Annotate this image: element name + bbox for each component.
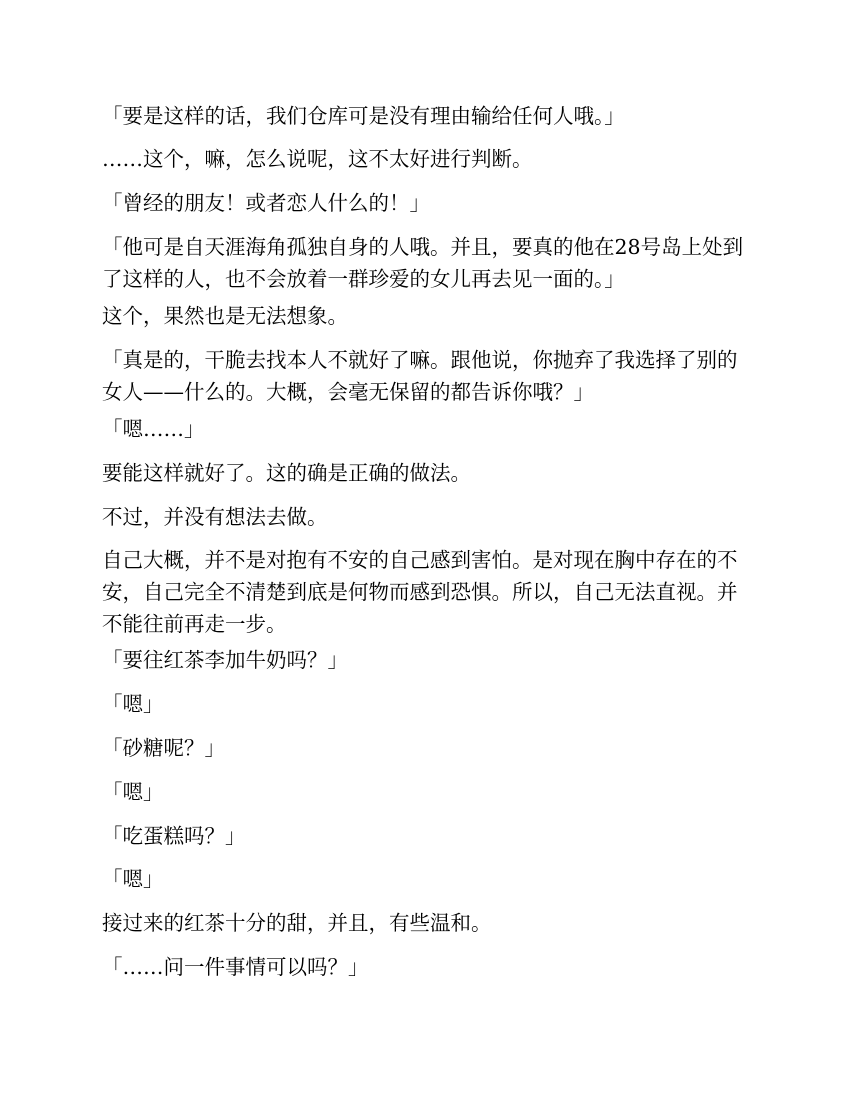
text-line: 「要是这样的话，我们仓库可是没有理由输给任何人哦。」	[102, 104, 625, 128]
text-line: 「曾经的朋友！或者恋人什么的！」	[102, 191, 430, 215]
paragraph-10	[102, 544, 752, 640]
text-line: 自己大概，并不是对抱有不安的自己感到害怕。是对现在胸中存在的不	[102, 548, 738, 572]
paragraph-8	[102, 457, 752, 489]
text-line: 「他可是自天涯海角孤独自身的人哦。并且，要真的他在28号岛上处到	[102, 235, 744, 259]
text-line: 「砂糖呢？」	[102, 736, 225, 760]
text-line: 了这样的人，也不会放着一群珍爱的女儿再去见一面的。」	[102, 267, 625, 291]
text-line: 「嗯」	[102, 692, 164, 716]
paragraph-17	[102, 907, 752, 939]
text-line: 接过来的红茶十分的甜，并且，有些温和。	[102, 911, 492, 935]
text-line: 「真是的，干脆去找本人不就好了嘛。跟他说，你抛弃了我选择了别的	[102, 348, 738, 372]
text-line: 安，自己完全不清楚到底是何物而感到恐惧。所以，自己无法直视。并	[102, 580, 738, 604]
paragraph-11	[102, 644, 752, 676]
paragraph-1	[102, 100, 752, 132]
paragraph-5	[102, 300, 752, 332]
paragraph-15	[102, 820, 752, 852]
paragraph-9	[102, 501, 752, 533]
text-line: 「吃蛋糕吗？」	[102, 824, 246, 848]
paragraph-7	[102, 413, 752, 445]
text-line: ……这个，嘛，怎么说呢，这不太好进行判断。	[102, 147, 533, 171]
paragraph-18	[102, 951, 752, 983]
text-line: 要能这样就好了。这的确是正确的做法。	[102, 461, 471, 485]
paragraph-3	[102, 187, 752, 219]
text-line: 「……问一件事情可以吗？」	[102, 955, 369, 979]
text-line: 不过，并没有想法去做。	[102, 505, 328, 529]
text-line: 不能往前再走一步。	[102, 612, 287, 636]
text-line: 「嗯……」	[102, 417, 205, 441]
paragraph-16	[102, 863, 752, 895]
paragraph-12	[102, 688, 752, 720]
text-line: 「要往红茶李加牛奶吗？」	[102, 648, 348, 672]
paragraph-6	[102, 344, 752, 408]
text-line: 「嗯」	[102, 780, 164, 804]
text-line: 「嗯」	[102, 867, 164, 891]
text-line: 这个，果然也是无法想象。	[102, 304, 348, 328]
paragraph-14	[102, 776, 752, 808]
text-line: 女人——什么的。大概，会毫无保留的都告诉你哦？」	[102, 380, 594, 404]
paragraph-4	[102, 231, 752, 295]
paragraph-2	[102, 143, 752, 175]
paragraph-13	[102, 732, 752, 764]
